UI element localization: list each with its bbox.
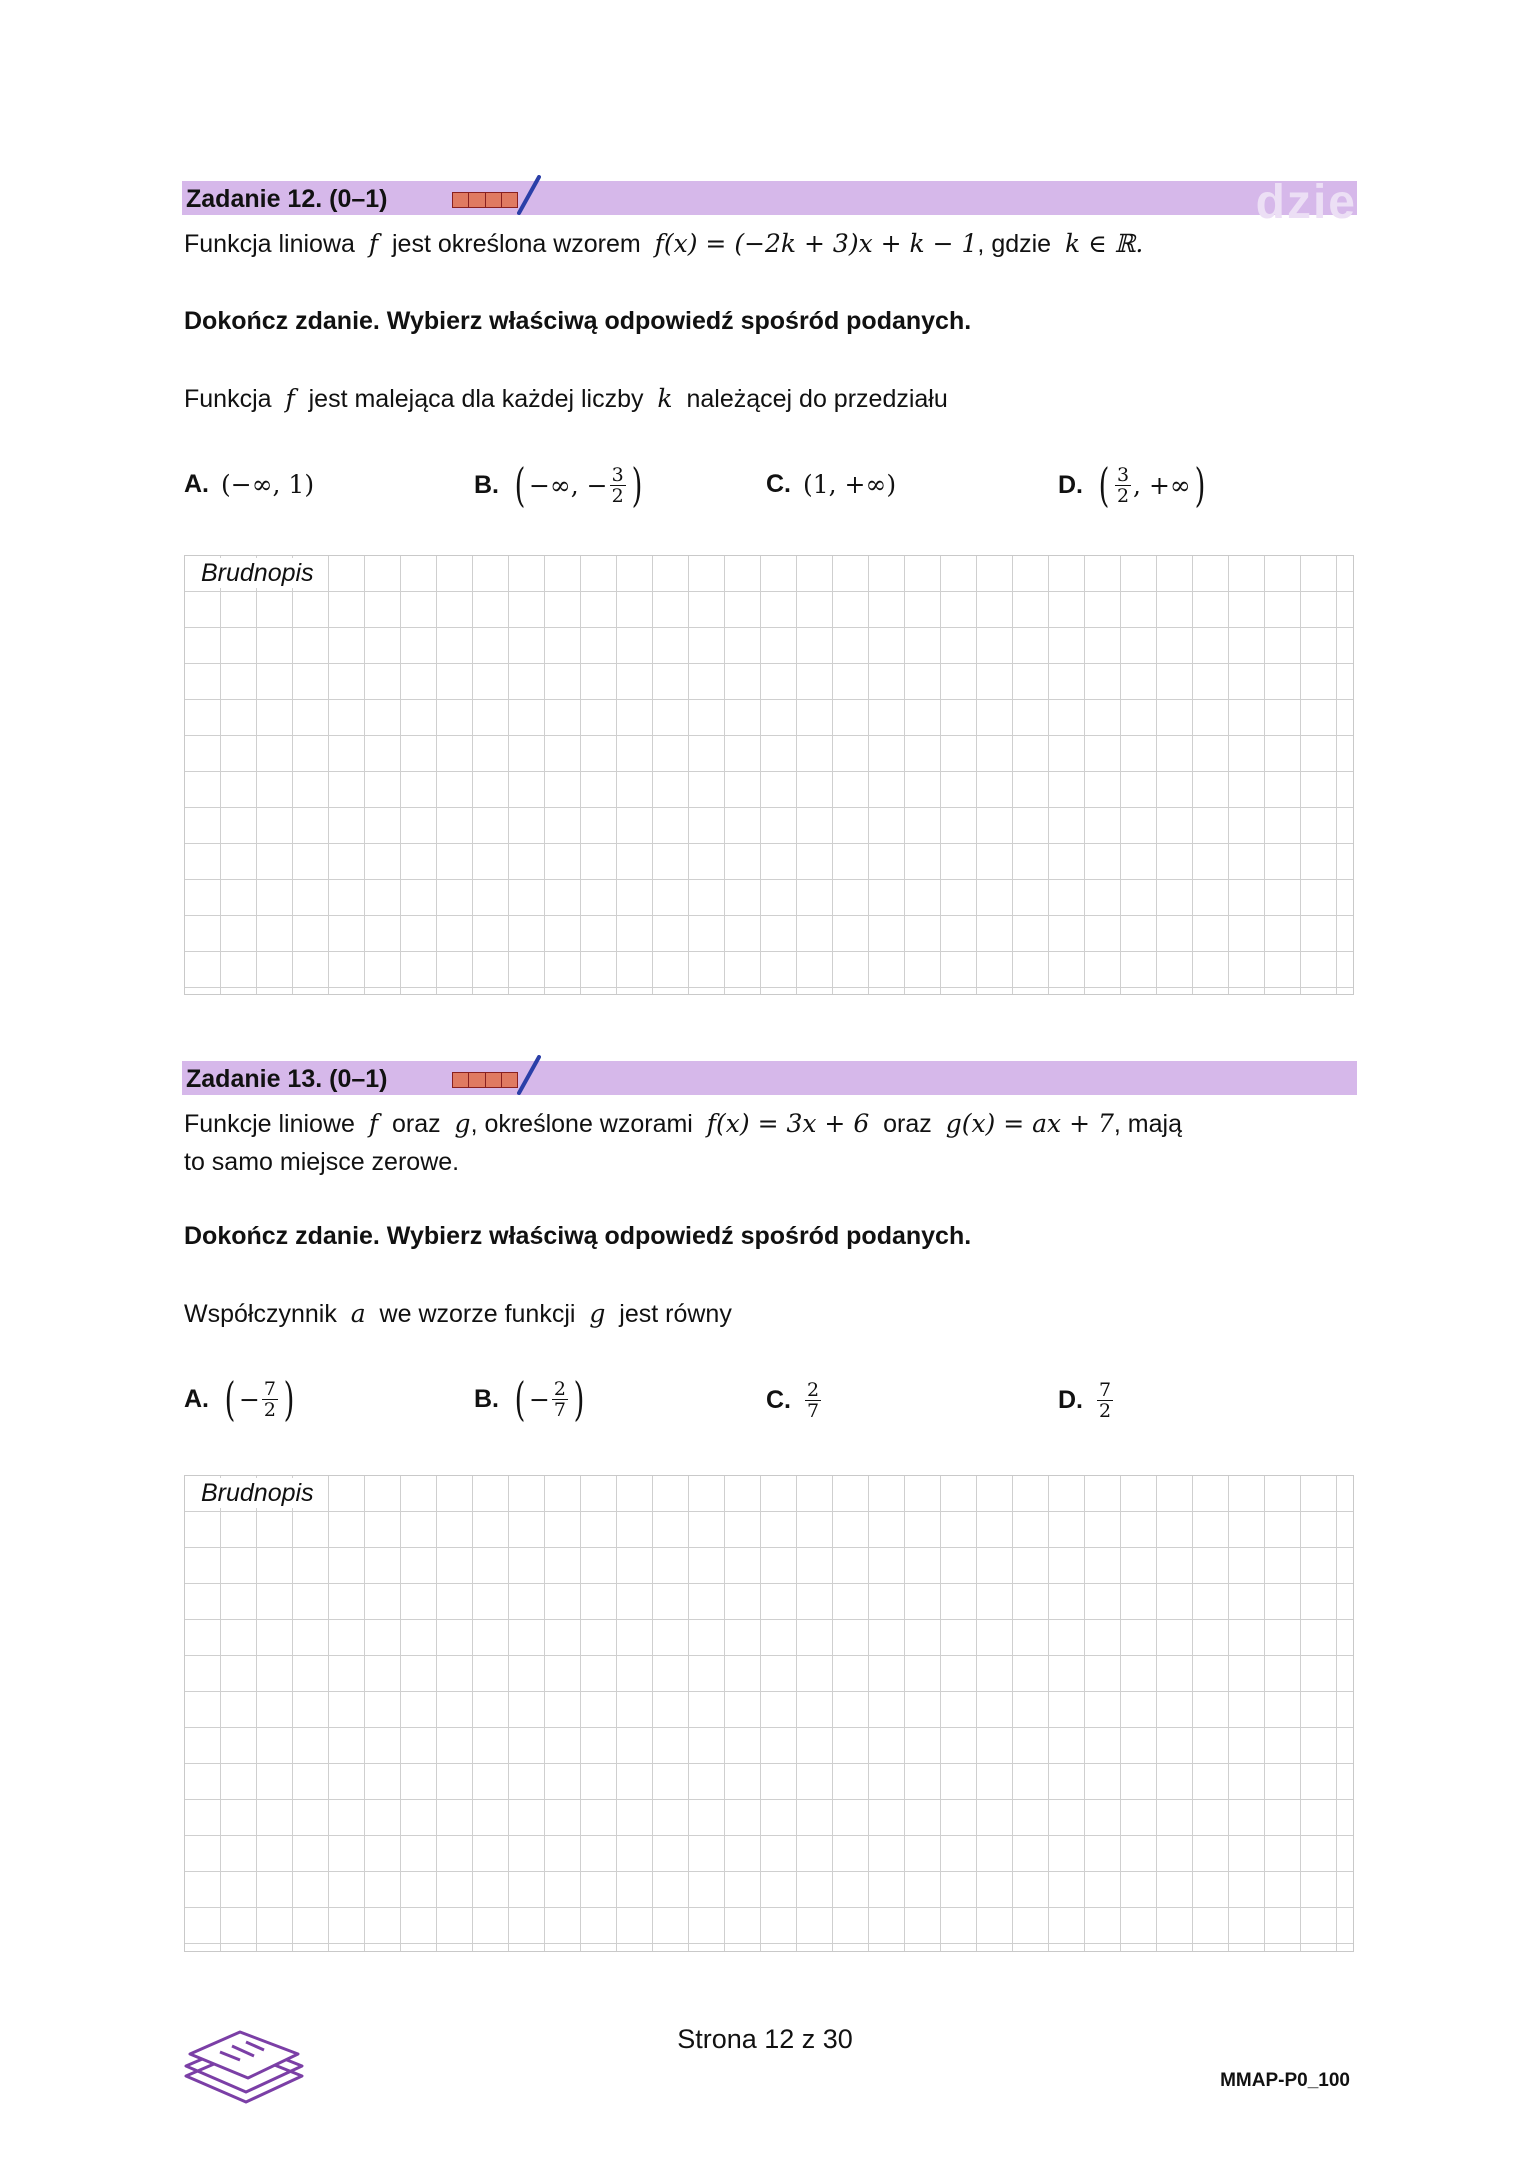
task13-option-b[interactable]: B. ( − $\frac{2}{7}$ ): [474, 1372, 585, 1426]
task12-header: [182, 176, 1357, 229]
page-number: Strona 12 z 30: [677, 2024, 853, 2054]
task12-instruction: Dokończ zdanie. Wybierz właściwą odpowiedź spośród podanych.: [184, 307, 972, 335]
task12-option-b[interactable]: B. ( −∞, − $\frac{3}{2}$ ): [474, 458, 643, 512]
task12-option-d[interactable]: D. ( $\frac{3}{2}$ , +∞ ): [1058, 458, 1206, 512]
score-boxes-icon: [452, 192, 518, 208]
task12-title: Zadanie 12. (0–1): [186, 185, 388, 213]
task13-instruction: Dokończ zdanie. Wybierz właściwą odpowiedź spośród podanych.: [184, 1222, 972, 1250]
draft-label: Brudnopis: [201, 559, 314, 587]
task12-stem: Funkcja f jest malejąca dla każdej liczby k należącej do przedziału: [184, 384, 948, 413]
task12-draft-grid[interactable]: [184, 555, 1354, 995]
draft-label: Brudnopis: [201, 1479, 314, 1507]
pen-icon: [517, 175, 541, 215]
task13-option-c[interactable]: C. $\frac{2}{7}$: [766, 1379, 820, 1422]
score-boxes-icon: [452, 1072, 518, 1088]
task13-stem: Współczynnik a we wzorze funkcji g jest równy: [184, 1299, 732, 1328]
task13-title: Zadanie 13. (0–1): [186, 1065, 388, 1093]
task12-intro: Funkcja liniowa f jest określona wzorem f(x) = (−2k + 3)x + k − 1, gdzie k ∈ ℝ.: [184, 229, 1144, 258]
task13-option-d[interactable]: D. $\frac{7}{2}$: [1058, 1379, 1112, 1422]
task12-option-c[interactable]: C. (1, +∞): [766, 470, 897, 499]
task12-option-a[interactable]: A. (−∞, 1): [184, 470, 315, 499]
task13-intro-line2: to samo miejsce zerowe.: [184, 1148, 460, 1176]
task13-intro: Funkcje liniowe f oraz g, określone wzorami f(x) = 3x + 6 oraz g(x) = ax + 7, mają: [184, 1109, 1182, 1138]
pen-icon: [517, 1055, 541, 1095]
document-code: MMAP-P0_100: [1220, 2070, 1350, 2091]
watermark-text: dzie: [1255, 176, 1357, 229]
task13-option-a[interactable]: A. ( − $\frac{7}{2}$ ): [184, 1372, 295, 1426]
task13-header: [182, 1061, 1357, 1095]
task13-draft-grid[interactable]: [184, 1475, 1354, 1952]
